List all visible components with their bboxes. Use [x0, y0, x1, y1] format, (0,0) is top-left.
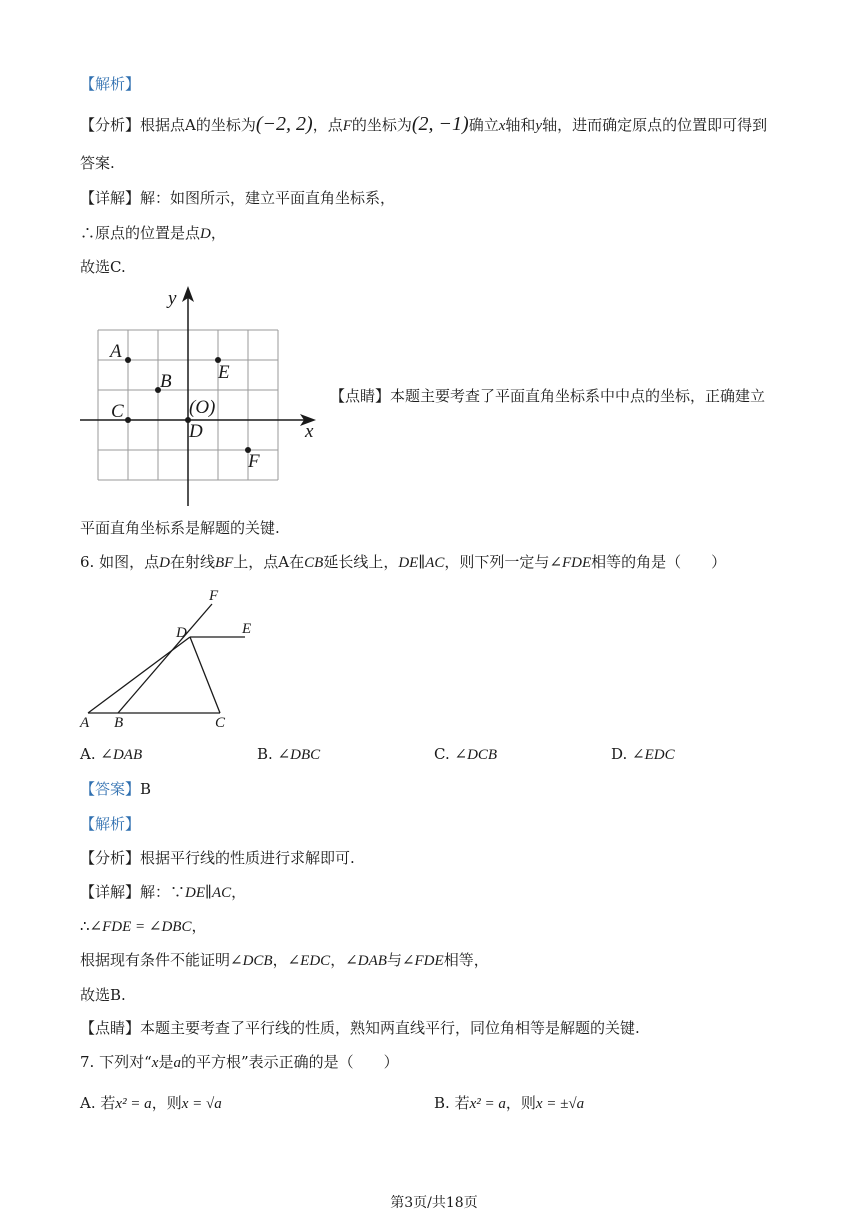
segment-ad	[88, 637, 190, 713]
label-e: E	[218, 362, 230, 383]
label-e: E	[242, 621, 252, 637]
q7-stem: 7. 下列对“x是a的平方根”表示正确的是（ ）	[80, 1053, 399, 1071]
q5-xiangjie-line: 【详解】解：如图所示，建立平面直角坐标系，	[80, 189, 396, 207]
q6-choice: 故选B.	[80, 986, 126, 1004]
q5-fenxi-line2: 答案.	[80, 154, 115, 172]
label-f: F	[209, 588, 219, 604]
q6-stem: 6. 如图，点D在射线BF上，点A在CB延长线上，DE∥AC，则下列一定与∠FDE相等的角是（ ）	[80, 553, 727, 571]
q6-therefore-line: ∴∠FDE = ∠DBC，	[80, 917, 207, 935]
point-c	[125, 417, 131, 423]
xiangjie-tag: 【详解】	[80, 189, 141, 207]
label-o: (O)	[189, 397, 216, 418]
label-f: F	[248, 451, 260, 472]
label-y: y	[168, 288, 177, 309]
q6-number: 6.	[80, 553, 95, 571]
label-a: A	[80, 715, 90, 731]
q6-fenxi-line: 【分析】根据平行线的性质进行求解即可.	[80, 849, 355, 867]
q7-option-b[interactable]: B. 若x² = a，则x = ±√a	[434, 1094, 585, 1112]
q6-dianjing-line: 【点睛】本题主要考查了平行线的性质，熟知两直线平行，同位角相等是解题的关键.	[80, 1019, 640, 1037]
label-c: C	[215, 715, 226, 731]
page-footer: 第3页/共18页	[390, 1195, 478, 1211]
point-a	[125, 357, 131, 363]
q7-number: 7.	[80, 1053, 95, 1071]
coordinate-grid-figure	[75, 285, 325, 510]
q7-option-a[interactable]: A. 若x² = a，则x = √a	[80, 1094, 222, 1112]
fenxi-tag: 【分析】	[80, 116, 141, 134]
coord-a: (−2, 2)	[255, 113, 313, 135]
label-d: D	[176, 625, 187, 641]
label-b: B	[114, 715, 124, 731]
q6-option-a[interactable]: A. ∠DAB	[80, 745, 143, 763]
label-a: A	[110, 341, 122, 362]
q5-dianjing-line1: 【点睛】本题主要考查了平面直角坐标系中中点的坐标，正确建立	[330, 387, 766, 405]
q6-option-b[interactable]: B. ∠DBC	[257, 745, 321, 763]
q5-choice: 故选C.	[80, 258, 126, 276]
label-b: B	[160, 371, 172, 392]
dianjing-tag: 【点睛】	[330, 387, 391, 405]
q5-fenxi-line: 【分析】根据点A的坐标为(−2, 2)，点F的坐标为(2, −1)确立x轴和y轴，进而确定原点的位置即可得到	[80, 113, 768, 135]
jiexi-tag: 【解析】	[80, 75, 141, 93]
label-d: D	[189, 421, 203, 442]
answer-value: B	[140, 780, 152, 798]
q6-reason-line: 根据现有条件不能证明∠DCB，∠EDC，∠DAB与∠FDE相等，	[80, 951, 489, 969]
q6-option-d[interactable]: D. ∠EDC	[611, 745, 675, 763]
coord-f: (2, −1)	[411, 113, 469, 135]
answer-tag: 【答案】	[80, 780, 141, 798]
q6-xiangjie-line: 【详解】解：∵DE∥AC，	[80, 883, 247, 901]
q6-option-c[interactable]: C. ∠DCB	[434, 745, 498, 763]
triangle-figure	[75, 580, 275, 735]
q6-jiexi-tag: 【解析】	[80, 815, 141, 833]
label-c: C	[111, 401, 124, 422]
label-x: x	[305, 421, 314, 442]
q5-dianjing-line2: 平面直角坐标系是解题的关键.	[80, 519, 280, 537]
segment-dc	[190, 637, 220, 713]
q5-therefore-line: ∴原点的位置是点D，	[80, 224, 226, 242]
q6-answer-line	[80, 779, 151, 799]
